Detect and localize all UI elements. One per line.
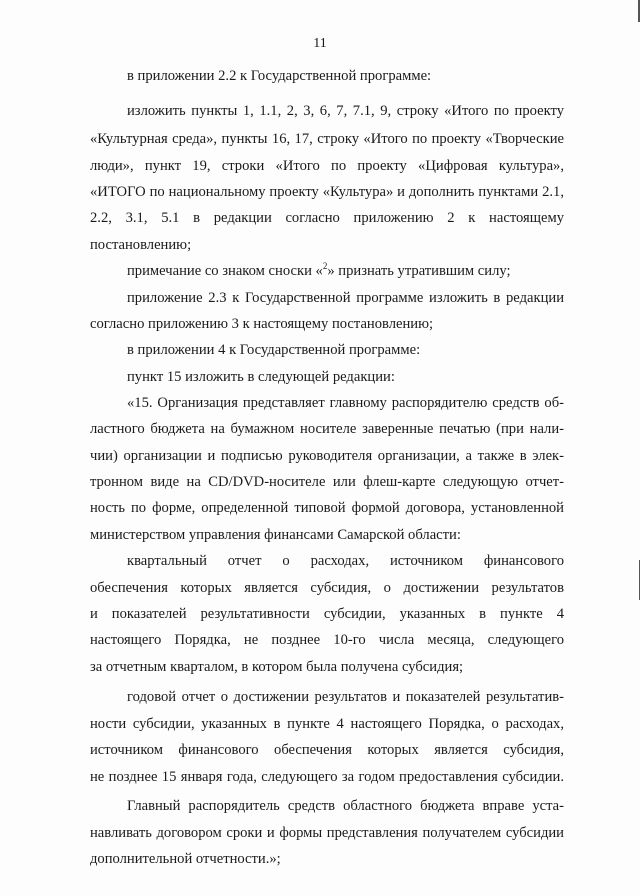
text-line: Главный распорядитель средств областного бюджета вправе уста- [127, 798, 564, 814]
text-line: ластного бюджета на бумажном носителе заверенные печатью (при нали- [90, 421, 564, 437]
text-line: 2.2, 3.1, 5.1 в редакции согласно приложению 2 к настоящему [90, 210, 564, 226]
text-line: министерством управления финансами Самарской области: [90, 527, 461, 543]
text-segment: » признать утратившим силу; [327, 263, 511, 279]
page-number: 11 [313, 36, 327, 51]
text-line: пункт 15 изложить в следующей редакции: [127, 369, 395, 385]
text-line: чии) организации и подписью руководителя организации, а также в элек- [90, 448, 564, 464]
text-line: ности субсидии, указанных в пункте 4 настоящего Порядка, о расходах, [90, 716, 564, 732]
text-line: дополнительной отчетности.»; [90, 851, 281, 867]
text-line: настоящего Порядка, не позднее 10-го числа месяца, следующего [90, 632, 564, 648]
text-line: согласно приложению 3 к настоящему постановлению; [90, 316, 434, 332]
text-segment: примечание со знаком сноски « [127, 263, 323, 279]
text-line: ность по форме, определенной типовой формой договора, установленной [90, 500, 564, 516]
text-line: квартальный отчет о расходах, источником финансового [127, 553, 564, 569]
footnote-mark: 2 [322, 261, 328, 272]
text-line: источником финансового обеспечения которых является субсидия, [90, 742, 564, 758]
text-line: не позднее 15 января года, следующего за годом предоставления субсидии. [90, 769, 564, 785]
text-line-footnote [127, 262, 511, 280]
text-line: обеспечения которых является субсидия, о достижении результатов [90, 580, 564, 596]
text-line: за отчетным кварталом, в котором была получена субсидия; [90, 659, 464, 675]
text-line: люди», пункт 19, строки «Итого по проекту «Цифровая культура», [90, 158, 564, 174]
text-line: приложение 2.3 к Государственной программе изложить в редакции [127, 290, 564, 306]
text-line: навливать договором сроки и формы представления получателем субсидии [90, 825, 564, 841]
text-line: «Культурная среда», пункты 16, 17, строку «Итого по проекту «Творческие [90, 131, 564, 147]
text-line: «15. Организация представляет главному распорядителю средств об- [127, 395, 564, 411]
text-line: в приложении 4 к Государственной программе: [127, 342, 421, 358]
text-line: тронном виде на CD/DVD-носителе или флеш-карте следующую отчет- [90, 474, 564, 490]
text-line: и показателей результативности субсидии, указанных в пункте 4 [90, 606, 564, 622]
text-line: годовой отчет о достижении результатов и показателей результатив- [127, 689, 564, 705]
text-line: постановлению; [90, 237, 192, 253]
text-line: в приложении 2.2 к Государственной программе: [127, 68, 432, 84]
text-line: «ИТОГО по национальному проекту «Культура» и дополнить пунктами 2.1, [90, 184, 564, 200]
text-line: изложить пункты 1, 1.1, 2, 3, 6, 7, 7.1, 9, строку «Итого по проекту [127, 103, 564, 119]
